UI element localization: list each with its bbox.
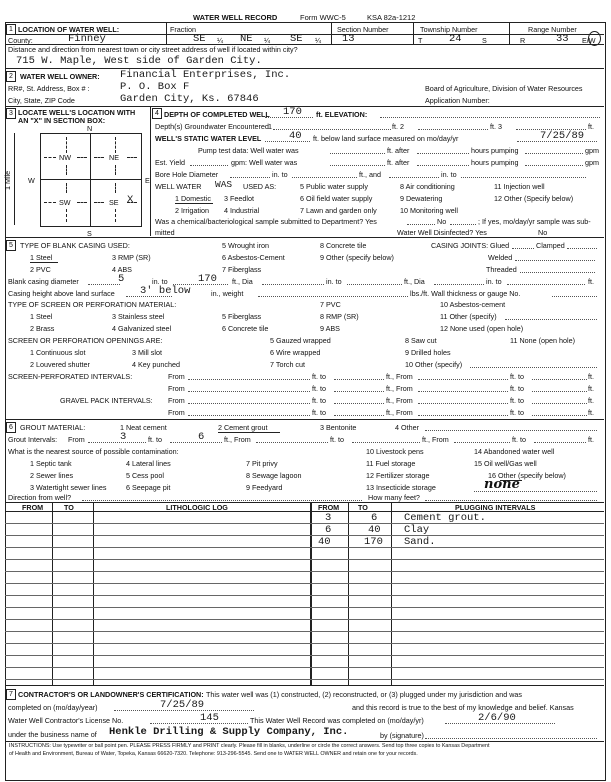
contam-other-value[interactable]: none xyxy=(484,477,520,492)
quadrant-nw: NW xyxy=(59,153,71,162)
use-option-3[interactable]: 3 Feedlot xyxy=(224,194,254,203)
contam-option-5[interactable]: 5 Cess pool xyxy=(126,471,164,480)
opening-option-2[interactable]: 2 Louvered shutter xyxy=(30,360,90,369)
log-row-rule xyxy=(5,655,604,656)
screen-option-8[interactable]: 8 RMP (SR) xyxy=(320,312,359,321)
screen-material-label: TYPE OF SCREEN OR PERFORATION MATERIAL: xyxy=(8,300,177,309)
casing-option-4[interactable]: 4 ABS xyxy=(112,265,132,274)
casing-lbs-label: lbs./ft. Wall thickness or gauge No. xyxy=(410,289,521,298)
bore-in-to: in. to xyxy=(272,170,288,179)
grout-option-2[interactable]: 2 Cement grout xyxy=(218,423,268,432)
disinfected-label: Water Well Disinfected? Yes xyxy=(397,228,487,237)
casing-ft-dia-2: ft., Dia xyxy=(404,277,425,286)
groundwater-1-label: 1 xyxy=(268,122,272,131)
compass-e: E xyxy=(145,176,150,185)
static-level-tail: ft. below land surface measured on mo/day/yr xyxy=(313,134,459,143)
use-option-9[interactable]: 9 Dewatering xyxy=(400,194,443,203)
contam-option-1[interactable]: 1 Septic tank xyxy=(30,459,72,468)
casing-option-5[interactable]: 5 Wrought iron xyxy=(222,241,270,250)
well-use-was: WAS xyxy=(215,179,233,190)
grout-option-1[interactable]: 1 Neat cement xyxy=(120,423,167,432)
screen-option-7[interactable]: 7 PVC xyxy=(320,300,341,309)
certification-text: This water well was (1) constructed, (2) reconstructed, or (3) plugged under my jurisdiction and was xyxy=(206,690,522,699)
section-4-number: 4 xyxy=(152,108,162,119)
quarter-1: ¼ xyxy=(217,36,223,45)
screen-int-1-to2: ft. to xyxy=(510,372,524,381)
screen-int-2-to: ft. to xyxy=(312,384,326,393)
log-row-rule xyxy=(5,595,604,596)
use-option-1[interactable]: 1 Domestic xyxy=(175,194,211,203)
use-option-4[interactable]: 4 Industrial xyxy=(224,206,260,215)
grout-to-label: ft. to xyxy=(148,435,162,444)
plug-row-2-to[interactable]: 40 xyxy=(368,524,381,536)
bore-ft-and: ft., and xyxy=(359,170,381,179)
lithologic-log-header: LITHOLOGIC LOG xyxy=(166,503,228,512)
fraction-label: Fraction xyxy=(170,25,196,34)
compass-n: N xyxy=(87,124,93,133)
grout-from-label-3: ft., From xyxy=(422,435,449,444)
pump-ft-after: ft. after xyxy=(387,146,410,155)
gravel-int-1-from: From xyxy=(168,396,185,405)
well-use-label: WELL WATER xyxy=(155,182,202,191)
section-1-number: 1 xyxy=(6,24,16,35)
plug-row-3-desc[interactable]: Sand. xyxy=(404,536,436,548)
section-5-number: 5 xyxy=(6,240,16,251)
casing-option-7[interactable]: 7 Fiberglass xyxy=(222,265,262,274)
use-option-10[interactable]: 10 Monitoring well xyxy=(400,206,458,215)
fraction-2[interactable]: NE xyxy=(240,33,253,45)
groundwater-label: Depth(s) Groundwater Encountered xyxy=(155,122,269,131)
log-row-rule xyxy=(5,679,604,680)
contam-option-14[interactable]: 14 Abandoned water well xyxy=(474,447,555,456)
screen-int-1-ft: ft. xyxy=(588,372,594,381)
contam-option-6[interactable]: 6 Seepage pit xyxy=(126,483,171,492)
plug-from-header: FROM xyxy=(318,503,340,512)
casing-option-8[interactable]: 8 Concrete tile xyxy=(320,241,367,250)
plug-row-1-desc[interactable]: Cement grout. xyxy=(404,512,486,524)
gravel-intervals-label: GRAVEL PACK INTERVALS: xyxy=(60,396,153,405)
plug-row-2-desc[interactable]: Clay xyxy=(404,524,430,536)
screen-option-9[interactable]: 9 ABS xyxy=(320,324,340,333)
log-from-header: FROM xyxy=(22,503,44,512)
section-6-number: 6 xyxy=(6,422,16,433)
screen-option-4[interactable]: 4 Galvanized steel xyxy=(112,324,172,333)
plug-to-header: TO xyxy=(358,503,368,512)
log-row-rule xyxy=(5,559,604,560)
elevation-label: ft. ELEVATION: xyxy=(316,110,368,119)
use-option-2[interactable]: 2 Irrigation xyxy=(175,206,209,215)
form-number: Form WWC-5 xyxy=(300,13,346,22)
grout-option-3[interactable]: 3 Bentonite xyxy=(320,423,357,432)
range-value[interactable]: 33 xyxy=(556,33,569,45)
screen-int-2-from: From xyxy=(168,384,185,393)
grout-from-label: From xyxy=(68,435,85,444)
gravel-int-2-from: From xyxy=(168,408,185,417)
instructions-line-1: INSTRUCTIONS: Use typewriter or ball point pen. PLEASE PRESS FIRMLY and PRINT clearly. Please fill in blanks, underline or circle the correct answers. Send top three copies to Kansas Department xyxy=(9,743,490,749)
gravel-int-2-from2: ft., From xyxy=(386,408,413,417)
screen-intervals-label: SCREEN-PERFORATED INTERVALS: xyxy=(8,372,133,381)
screen-option-1[interactable]: 1 Steel xyxy=(30,312,53,321)
contam-option-8[interactable]: 8 Sewage lagoon xyxy=(246,471,302,480)
casing-in-to-3: in. to xyxy=(486,277,502,286)
grout-from-value[interactable]: 3 xyxy=(120,431,127,443)
groundwater-3-label: ft. 3 xyxy=(490,122,502,131)
form-title: WATER WELL RECORD xyxy=(193,13,278,22)
static-level-label: WELL'S STATIC WATER LEVEL xyxy=(155,134,262,143)
location-label: LOCATION OF WATER WELL: xyxy=(18,25,120,34)
grout-material-label: GROUT MATERIAL: xyxy=(20,423,86,432)
casing-in-to: in. to xyxy=(152,277,168,286)
plug-row-1-to[interactable]: 6 xyxy=(371,512,378,524)
screen-int-2-to2: ft. to xyxy=(510,384,524,393)
license-value[interactable]: 145 xyxy=(200,712,219,724)
ksa-reference: KSA 82a-1212 xyxy=(367,13,416,22)
log-row-rule xyxy=(5,631,604,632)
use-option-6[interactable]: 6 Oil field water supply xyxy=(300,194,373,203)
contam-option-13[interactable]: 13 Insecticide storage xyxy=(366,483,436,492)
casing-option-9[interactable]: 9 Other (specify below) xyxy=(320,253,394,262)
section-number-label: Section Number xyxy=(337,25,389,34)
casing-ft: ft. xyxy=(588,277,594,286)
license-label: Water Well Contractor's License No. xyxy=(8,716,124,725)
gravel-int-2-to: ft. to xyxy=(312,408,326,417)
chem-sample-tail: ; If yes, mo/day/yr sample was sub- xyxy=(478,217,591,226)
quadrant-se: SE xyxy=(109,198,119,207)
completed-date[interactable]: 7/25/89 xyxy=(160,699,205,711)
section-3-number: 3 xyxy=(6,108,16,119)
location-x-mark: X xyxy=(127,194,134,206)
screen-option-2[interactable]: 2 Brass xyxy=(30,324,55,333)
plugging-intervals-header: PLUGGING INTERVALS xyxy=(455,503,536,512)
record-completed-date[interactable]: 2/6/90 xyxy=(478,712,516,724)
grout-from-label-2: ft., From xyxy=(224,435,251,444)
casing-option-1[interactable]: 1 Steel xyxy=(30,253,53,262)
grout-option-4[interactable]: 4 Other xyxy=(395,423,419,432)
county-value[interactable]: Finney xyxy=(68,33,106,45)
address-label: RR#, St. Address, Box # : xyxy=(8,84,90,93)
groundwater-ft-label: ft. xyxy=(588,122,594,131)
contam-option-10[interactable]: 10 Livestock pens xyxy=(366,447,424,456)
depth-value[interactable]: 170 xyxy=(283,106,302,118)
contam-option-4[interactable]: 4 Lateral lines xyxy=(126,459,171,468)
gravel-int-2-ft: ft. xyxy=(588,408,594,417)
record-completed-label: This Water Well Record was completed on (mo/day/yr) xyxy=(250,716,424,725)
opening-option-4[interactable]: 4 Key punched xyxy=(132,360,180,369)
bore-in-to-2: in. to xyxy=(441,170,457,179)
est-ft-after: ft. after xyxy=(387,158,410,167)
city-value[interactable]: Garden City, Ks. 67846 xyxy=(120,93,259,105)
section-grid-box[interactable] xyxy=(40,133,142,227)
casing-weight-label: in., weight xyxy=(211,289,244,298)
gravel-int-2-to2: ft. to xyxy=(510,408,524,417)
board-label: Board of Agriculture, Division of Water Resources xyxy=(425,84,583,93)
pump-gpm: gpm xyxy=(585,146,599,155)
est-gpm: gpm xyxy=(585,158,599,167)
use-option-8[interactable]: 8 Air conditioning xyxy=(400,182,455,191)
fraction-1[interactable]: SE xyxy=(193,33,206,45)
range-number-label: Range Number xyxy=(528,25,577,34)
contam-option-12[interactable]: 12 Fertilizer storage xyxy=(366,471,430,480)
casing-diameter-label: Blank casing diameter xyxy=(8,277,79,286)
application-label: Application Number: xyxy=(425,96,490,105)
quarter-2: ¼ xyxy=(264,36,270,45)
well-use-tail: USED AS: xyxy=(243,182,277,191)
opening-option-3[interactable]: 3 Mill slot xyxy=(132,348,162,357)
direction-label: Direction from well? xyxy=(8,493,72,502)
pump-test-label: Pump test data: Well water was xyxy=(198,146,299,155)
disinfected-no: No xyxy=(538,228,548,237)
pump-hours-pumping: hours pumping xyxy=(471,146,519,155)
contam-option-11[interactable]: 11 Fuel storage xyxy=(366,459,416,468)
true-statement: and this record is true to the best of my knowledge and belief. Kansas xyxy=(352,703,574,712)
contam-option-3[interactable]: 3 Watertight sewer lines xyxy=(30,483,107,492)
openings-label: SCREEN OR PERFORATION OPENINGS ARE: xyxy=(8,336,163,345)
casing-option-6[interactable]: 6 Asbestos-Cement xyxy=(222,253,285,262)
opening-option-7[interactable]: 7 Torch cut xyxy=(270,360,306,369)
grout-to-label-2: ft. to xyxy=(330,435,344,444)
mile-label: 1 Mile xyxy=(3,170,12,190)
screen-option-6[interactable]: 6 Concrete tile xyxy=(222,324,269,333)
business-name-label: under the business name of xyxy=(8,730,97,739)
quadrant-ne: NE xyxy=(109,153,119,162)
opening-option-1[interactable]: 1 Continuous slot xyxy=(30,348,86,357)
township-number-label: Township Number xyxy=(420,25,478,34)
use-option-12[interactable]: 12 Other (Specify below) xyxy=(494,194,574,203)
casing-height-value[interactable]: 3' below xyxy=(140,285,191,297)
log-row-rule xyxy=(5,547,604,548)
business-name-value[interactable]: Henkle Drilling & Supply Company, Inc. xyxy=(109,726,349,738)
completed-label: completed on (mo/day/year) xyxy=(8,703,98,712)
est-gpm-label: gpm: Well water was xyxy=(231,158,298,167)
grout-intervals-label: Grout Intervals: xyxy=(8,435,58,444)
screen-int-1-to: ft. to xyxy=(312,372,326,381)
joint-glued[interactable]: Glued xyxy=(490,241,510,250)
plug-row-3-to[interactable]: 170 xyxy=(364,536,383,548)
screen-int-1-from: From xyxy=(168,372,185,381)
use-option-5[interactable]: 5 Public water supply xyxy=(300,182,368,191)
use-option-11[interactable]: 11 Injection well xyxy=(494,182,545,191)
log-row-rule xyxy=(5,607,604,608)
contam-option-9[interactable]: 9 Feedyard xyxy=(246,483,283,492)
distance-value[interactable]: 715 W. Maple, West side of Garden City. xyxy=(16,55,262,67)
casing-option-3[interactable]: 3 RMP (SR) xyxy=(112,253,151,262)
depth-label: DEPTH OF COMPLETED WELL xyxy=(164,110,270,119)
township-s-label: S xyxy=(482,36,487,45)
opening-option-8[interactable]: 8 Saw cut xyxy=(405,336,437,345)
plug-row-2-from[interactable]: 6 xyxy=(325,524,332,536)
locate-label: LOCATE WELL'S LOCATION WITH xyxy=(18,108,136,117)
casing-joints-label: CASING JOINTS: xyxy=(431,241,489,250)
section-7-number: 7 xyxy=(6,689,16,700)
gravel-int-1-to: ft. to xyxy=(312,396,326,405)
log-row-rule xyxy=(5,523,604,524)
bore-diameter-label: Bore Hole Diameter xyxy=(155,170,219,179)
fraction-3[interactable]: SE xyxy=(290,33,303,45)
locate-label-2: AN "X" IN SECTION BOX: xyxy=(18,116,106,125)
contamination-label: What is the nearest source of possible contamination: xyxy=(8,447,179,456)
chem-sample-no: No xyxy=(437,217,447,226)
grout-ft-label: ft. xyxy=(588,435,594,444)
log-row-rule xyxy=(5,535,604,536)
range-r-label: R xyxy=(520,36,526,45)
range-ew-label: E/W xyxy=(582,36,596,45)
owner-value[interactable]: Financial Enterprises, Inc. xyxy=(120,69,291,81)
casing-in-to-2: in. to xyxy=(326,277,342,286)
county-label: County: xyxy=(8,36,33,45)
log-row-rule xyxy=(5,643,604,644)
screen-option-3[interactable]: 3 Stainless steel xyxy=(112,312,165,321)
casing-height-label: Casing height above land surface xyxy=(8,289,115,298)
log-row-rule xyxy=(5,667,604,668)
screen-int-2-from2: ft., From xyxy=(386,384,413,393)
distance-label: Distance and direction from nearest town or city street address of well if located within city? xyxy=(8,45,298,54)
screen-int-2-ft: ft. xyxy=(588,384,594,393)
opening-option-10[interactable]: 10 Other (specify) xyxy=(405,360,463,369)
groundwater-2-label: ft. 2 xyxy=(392,122,404,131)
section-2-number: 2 xyxy=(6,71,16,82)
est-yield-label: Est. Yield xyxy=(155,158,185,167)
contam-option-7[interactable]: 7 Pit privy xyxy=(246,459,278,468)
casing-depth-value[interactable]: 170 xyxy=(198,273,217,285)
casing-ft-dia: ft., Dia xyxy=(232,277,253,286)
est-hours-pumping: hours pumping xyxy=(471,158,519,167)
plug-row-3-from[interactable]: 40 xyxy=(318,536,331,548)
contam-option-15[interactable]: 15 Oil well/Gas well xyxy=(474,459,537,468)
casing-diameter-value[interactable]: 5 xyxy=(118,273,125,285)
opening-option-6[interactable]: 6 Wire wrapped xyxy=(270,348,321,357)
certification-label: CONTRACTOR'S OR LANDOWNER'S CERTIFICATION: xyxy=(18,690,204,699)
quadrant-sw: SW xyxy=(59,198,71,207)
signature-label: by (signature) xyxy=(380,731,424,740)
quarter-3: ¼ xyxy=(315,36,321,45)
compass-s: S xyxy=(87,229,92,238)
township-t-label: T xyxy=(418,36,423,45)
plug-row-1-from[interactable]: 3 xyxy=(325,512,332,524)
section-value[interactable]: 13 xyxy=(342,33,355,45)
log-row-rule xyxy=(5,619,604,620)
casing-option-2[interactable]: 2 PVC xyxy=(30,265,51,274)
screen-option-12[interactable]: 12 None used (open hole) xyxy=(440,324,524,333)
chem-sample-label: Was a chemical/bacteriological sample submitted to Department? Yes xyxy=(155,217,377,226)
address-value[interactable]: P. O. Box F xyxy=(120,81,190,93)
static-level-value[interactable]: 40 xyxy=(289,130,302,142)
city-label: City, State, ZIP Code xyxy=(8,96,75,105)
log-row-rule xyxy=(5,583,604,584)
opening-option-9[interactable]: 9 Drilled holes xyxy=(405,348,451,357)
grout-to-value[interactable]: 6 xyxy=(198,431,205,443)
blank-casing-label: TYPE OF BLANK CASING USED: xyxy=(20,241,130,250)
log-row-rule xyxy=(5,571,604,572)
use-option-7[interactable]: 7 Lawn and garden only xyxy=(300,206,377,215)
joint-threaded[interactable]: Threaded xyxy=(486,265,517,274)
feet-label: How many feet? xyxy=(368,493,420,502)
compass-w: W xyxy=(28,176,35,185)
owner-label: WATER WELL OWNER: xyxy=(20,72,100,81)
gravel-int-1-from2: ft., From xyxy=(386,396,413,405)
static-level-date[interactable]: 7/25/89 xyxy=(540,130,585,142)
opening-option-5[interactable]: 5 Gauzed wrapped xyxy=(270,336,331,345)
screen-option-10[interactable]: 10 Asbestos-cement xyxy=(440,300,506,309)
contam-option-2[interactable]: 2 Sewer lines xyxy=(30,471,74,480)
instructions-line-2: of Health and Environment, Bureau of Water, Topeka, Kansas 66620-7320. Telephone: 913-296-5545. Send one to WATER WELL OWNER and retain one for your records. xyxy=(9,751,418,757)
grout-to-label-3: ft. to xyxy=(512,435,526,444)
contam-option-16[interactable]: 16 Other (specify below) xyxy=(488,471,566,480)
township-value[interactable]: 24 xyxy=(449,33,462,45)
screen-option-5[interactable]: 5 Fiberglass xyxy=(222,312,262,321)
chem-sample-mitted: mitted xyxy=(155,228,175,237)
joint-welded[interactable]: Welded xyxy=(488,253,513,262)
joint-clamped[interactable]: Clamped xyxy=(536,241,565,250)
screen-int-1-from2: ft., From xyxy=(386,372,413,381)
gravel-int-1-ft: ft. xyxy=(588,396,594,405)
gravel-int-1-to2: ft. to xyxy=(510,396,524,405)
opening-option-11[interactable]: 11 None (open hole) xyxy=(510,336,575,345)
screen-option-11[interactable]: 11 Other (specify) xyxy=(440,312,497,321)
log-to-header: TO xyxy=(64,503,74,512)
